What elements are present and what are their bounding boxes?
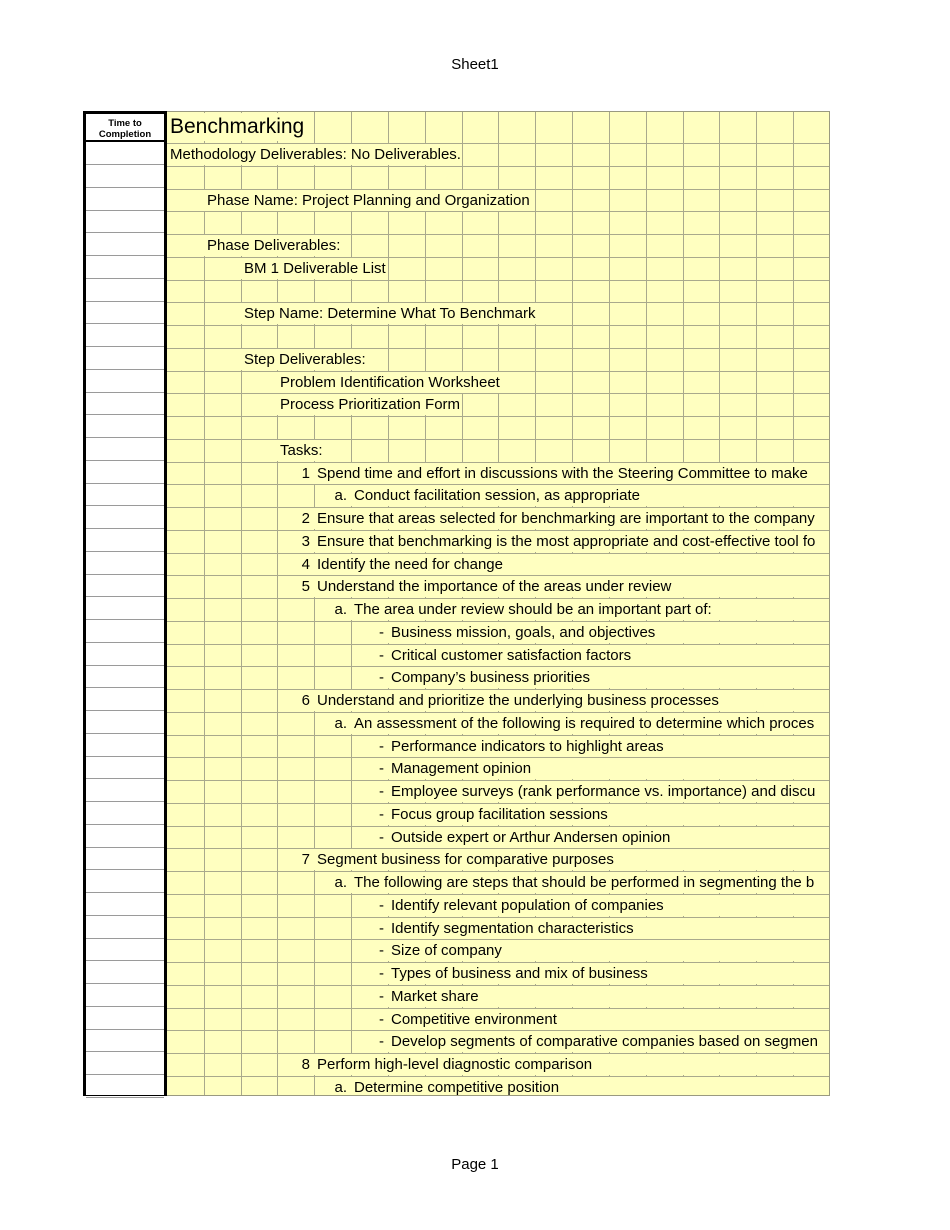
time-cell[interactable] (86, 483, 164, 506)
time-cell[interactable] (86, 893, 164, 916)
bullet-dash: - (379, 828, 384, 846)
time-cell[interactable] (86, 324, 164, 347)
subtask-item: Focus group facilitation sessions (388, 804, 830, 825)
bullet-dash: - (379, 942, 384, 960)
bullet-dash: - (379, 987, 384, 1005)
subtask-item: Employee surveys (rank performance vs. importance) and discu (388, 781, 830, 802)
time-cell[interactable] (86, 1075, 164, 1098)
subtask-item: Business mission, goals, and objectives (388, 622, 830, 643)
time-cell[interactable] (86, 620, 164, 643)
step-deliverable-item: Problem Identification Worksheet (277, 372, 500, 393)
task-text: Identify the need for change (314, 554, 830, 575)
task-text: Perform high-level diagnostic comparison (314, 1054, 830, 1075)
task-text: Ensure that benchmarking is the most appropriate and cost-effective tool fo (314, 531, 830, 552)
time-cell[interactable] (86, 802, 164, 825)
time-cell[interactable] (86, 392, 164, 415)
bullet-dash: - (379, 646, 384, 664)
page-header: Sheet1 (451, 56, 499, 73)
page-footer: Page 1 (451, 1156, 499, 1173)
time-cell[interactable] (86, 279, 164, 302)
task-number: 7 (301, 851, 310, 869)
bullet-dash: - (379, 896, 384, 914)
task-text: Spend time and effort in discussions with the Steering Committee to make (314, 463, 830, 484)
time-cell[interactable] (86, 597, 164, 620)
time-cell[interactable] (86, 210, 164, 233)
task-number: 5 (301, 578, 310, 596)
task-number: 3 (301, 532, 310, 550)
time-cell[interactable] (86, 665, 164, 688)
subtask-letter: a. (334, 601, 347, 618)
step-deliverable-item: Process Prioritization Form (277, 394, 460, 415)
subtask-letter: a. (334, 487, 347, 505)
bullet-dash: - (379, 965, 384, 982)
document-title: Benchmarking (167, 113, 304, 141)
bullet-dash: - (379, 623, 384, 641)
time-cell[interactable] (86, 142, 164, 165)
subtask-item: Develop segments of comparative companies based on segmen (388, 1031, 830, 1052)
time-cell[interactable] (86, 165, 164, 188)
spreadsheet-grid (167, 111, 830, 1096)
subtask-item: Market share (388, 986, 830, 1007)
bullet-dash: - (379, 919, 384, 937)
bullet-dash: - (379, 783, 384, 800)
time-to-completion-column (83, 111, 167, 1096)
subtask-item: Performance indicators to highlight areas (388, 736, 830, 757)
time-cell[interactable] (86, 756, 164, 779)
phase-deliverables-label: Phase Deliverables: (204, 235, 340, 256)
subtask-item: Types of business and mix of business (388, 963, 830, 984)
time-cell[interactable] (86, 188, 164, 211)
task-number: 2 (301, 510, 310, 527)
task-text: Understand and prioritize the underlying business processes (314, 690, 830, 711)
task-number: 8 (301, 1056, 310, 1073)
subtask-item: Competitive environment (388, 1009, 830, 1030)
time-cell[interactable] (86, 529, 164, 552)
task-number: 4 (301, 555, 310, 573)
time-cell[interactable] (86, 643, 164, 666)
time-cell[interactable] (86, 233, 164, 256)
bullet-dash: - (379, 1033, 384, 1051)
time-cell[interactable] (86, 301, 164, 324)
time-cell[interactable] (86, 688, 164, 711)
phase-deliverable-item: BM 1 Deliverable List (241, 258, 386, 279)
time-cell[interactable] (86, 347, 164, 370)
time-cell[interactable] (86, 779, 164, 802)
time-cell[interactable] (86, 506, 164, 529)
bullet-dash: - (379, 805, 384, 823)
subtask-item: Outside expert or Arthur Andersen opinion (388, 827, 830, 848)
task-text: Ensure that areas selected for benchmarking are important to the company (314, 508, 830, 529)
time-cell[interactable] (86, 1007, 164, 1030)
time-cell[interactable] (86, 825, 164, 848)
time-cell[interactable] (86, 870, 164, 893)
time-cell[interactable] (86, 438, 164, 461)
grid-line (204, 112, 205, 1096)
time-cell[interactable] (86, 961, 164, 984)
subtask-item: Critical customer satisfaction factors (388, 645, 830, 666)
time-cell[interactable] (86, 1052, 164, 1075)
bullet-dash: - (379, 669, 384, 687)
phase-name: Phase Name: Project Planning and Organization (204, 190, 530, 211)
methodology-deliverables: Methodology Deliverables: No Deliverables. (167, 144, 461, 165)
subtask-letter: a. (334, 1078, 347, 1096)
step-deliverables-label: Step Deliverables: (241, 349, 366, 370)
task-number: 1 (301, 464, 310, 482)
subtask-item: Identify segmentation characteristics (388, 918, 830, 939)
subtask-item: Company’s business priorities (388, 667, 830, 688)
subtask-letter: a. (334, 874, 347, 891)
bullet-dash: - (379, 737, 384, 755)
subtask-text: The following are steps that should be performed in segmenting the b (351, 872, 830, 893)
time-cell[interactable] (86, 711, 164, 734)
time-cell[interactable] (86, 552, 164, 575)
step-name: Step Name: Determine What To Benchmark (241, 303, 536, 324)
time-cell[interactable] (86, 916, 164, 939)
time-to-completion-header: Time to Completion (86, 111, 164, 142)
subtask-item: Identify relevant population of companies (388, 895, 830, 916)
task-text: Understand the importance of the areas under review (314, 576, 830, 597)
subtask-item: Management opinion (388, 758, 830, 779)
subtask-text: Determine competitive position (351, 1077, 830, 1096)
subtask-letter: a. (334, 714, 347, 732)
time-cell[interactable] (86, 256, 164, 279)
subtask-text: Conduct facilitation session, as appropriate (351, 485, 830, 506)
time-cell[interactable] (86, 1029, 164, 1052)
time-cell[interactable] (86, 415, 164, 438)
bullet-dash: - (379, 1010, 384, 1028)
time-cell[interactable] (86, 847, 164, 870)
time-cell[interactable] (86, 461, 164, 484)
subtask-item: Size of company (388, 940, 830, 961)
subtask-text: The area under review should be an important part of: (351, 599, 830, 620)
time-cell[interactable] (86, 734, 164, 757)
task-text: Segment business for comparative purposes (314, 849, 830, 870)
bullet-dash: - (379, 760, 384, 778)
tasks-label: Tasks: (277, 440, 323, 461)
time-cell[interactable] (86, 370, 164, 393)
time-cell[interactable] (86, 574, 164, 597)
subtask-text: An assessment of the following is required to determine which proces (351, 713, 830, 734)
time-cell[interactable] (86, 984, 164, 1007)
time-cell[interactable] (86, 938, 164, 961)
task-number: 6 (301, 692, 310, 709)
